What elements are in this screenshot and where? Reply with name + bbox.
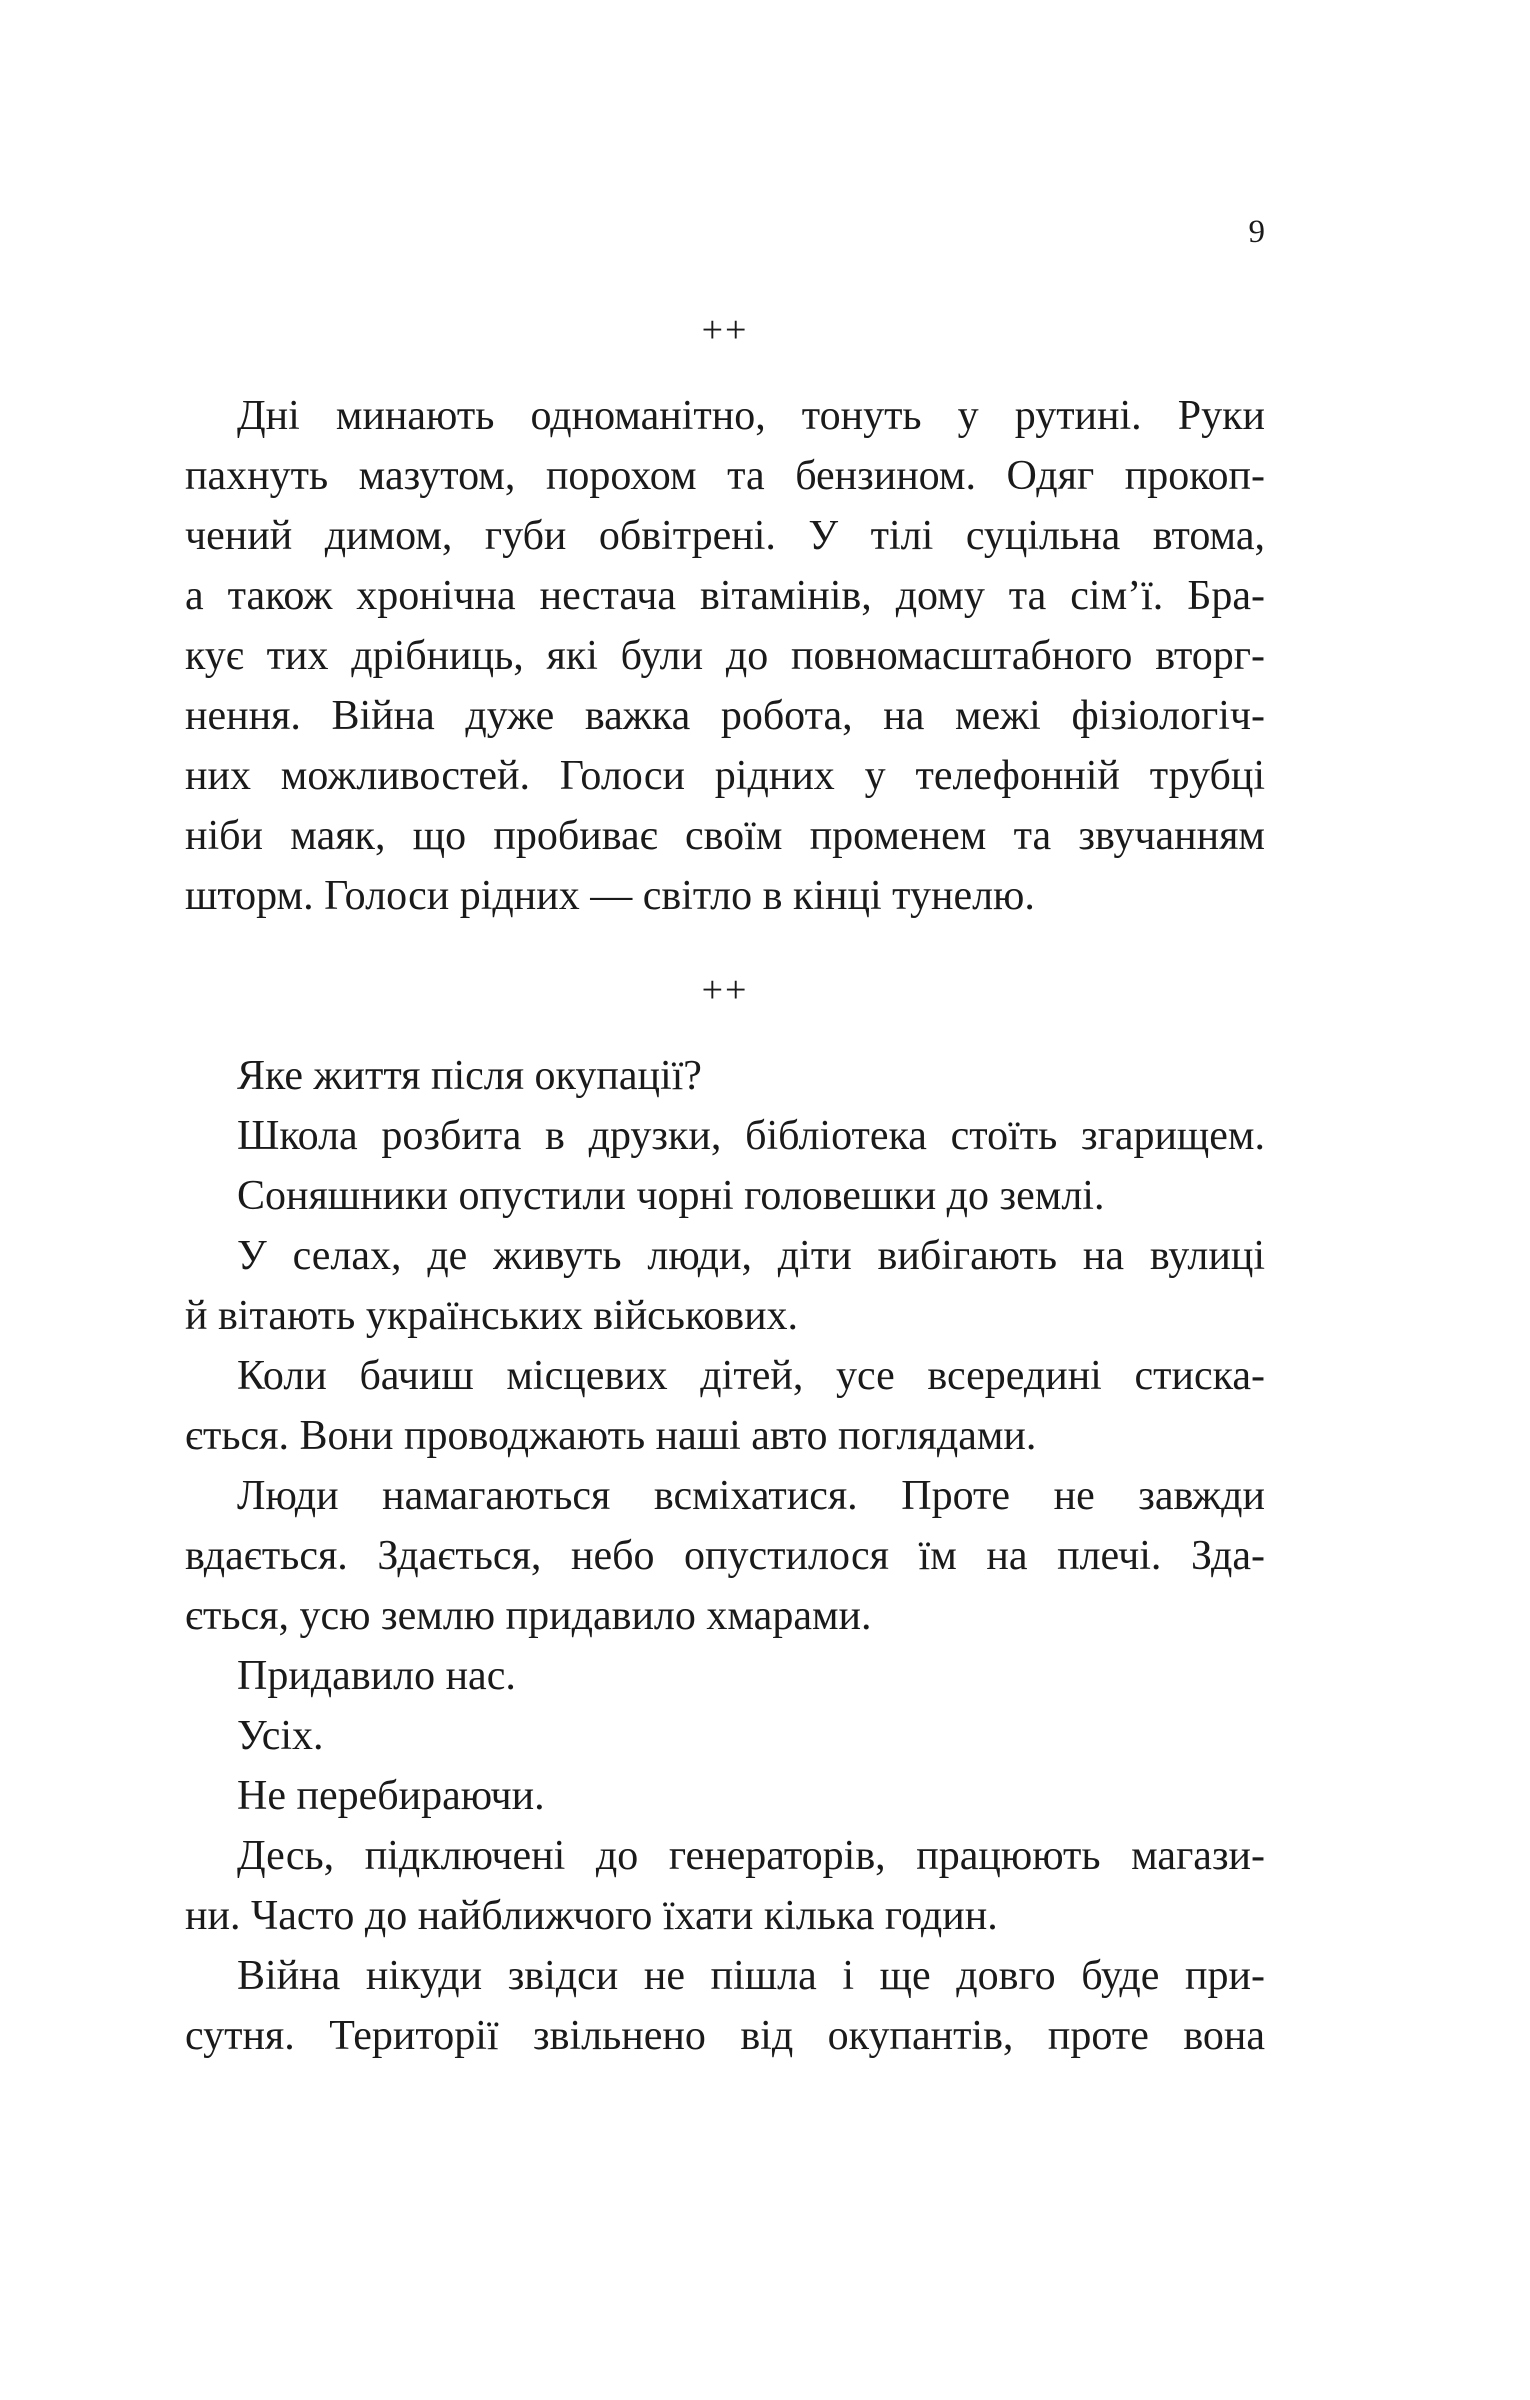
paragraph-line: й вітають українських військових. bbox=[185, 1293, 799, 1339]
paragraph-line: Придавило нас. bbox=[237, 1653, 516, 1699]
paragraph-line: Дні минають одноманітно, тонуть у рутині. Руки bbox=[237, 393, 1265, 439]
section-separator: ++ bbox=[701, 969, 749, 1011]
paragraph-line: ється, усю землю придавило хмарами. bbox=[185, 1593, 872, 1639]
paragraph-line: Десь, підключені до генераторів, працюють магази- bbox=[237, 1833, 1265, 1879]
paragraph-line: Коли бачиш місцевих дітей, усе всередині стиска- bbox=[237, 1353, 1265, 1399]
paragraph-line: Соняшники опустили чорні головешки до землі. bbox=[237, 1173, 1105, 1219]
paragraph-intro bbox=[185, 386, 1265, 926]
paragraph-line: вдається. Здається, небо опустилося їм на плечі. Зда- bbox=[185, 1533, 1265, 1579]
paragraph-line: Люди намагаються всміхатися. Проте не завжди bbox=[237, 1473, 1265, 1519]
paragraph-line: Війна нікуди звідси не пішла і ще довго буде при- bbox=[237, 1953, 1265, 1999]
section-after-occupation bbox=[185, 1046, 1265, 2066]
paragraph-line: сутня. Території звільнено від окупантів, проте вона bbox=[185, 2013, 1265, 2059]
paragraph-line: чений димом, губи обвітрені. У тілі суцільна втома, bbox=[185, 513, 1265, 559]
paragraph-line: У селах, де живуть люди, діти вибігають на вулиці bbox=[237, 1233, 1265, 1279]
paragraph-line: ється. Вони проводжають наші авто поглядами. bbox=[185, 1413, 1037, 1459]
paragraph-line: ни. Часто до найближчого їхати кілька годин. bbox=[185, 1893, 998, 1939]
page-number: 9 bbox=[1248, 214, 1265, 250]
paragraph-line: ніби маяк, що пробиває своїм променем та звучанням bbox=[185, 813, 1265, 859]
paragraph-line: а також хронічна нестача вітамінів, дому та сім’ї. Бра- bbox=[185, 573, 1265, 619]
paragraph-line: нення. Війна дуже важка робота, на межі фізіологіч- bbox=[185, 693, 1265, 739]
paragraph-line: кує тих дрібниць, які були до повномасштабного вторг- bbox=[185, 633, 1265, 679]
paragraph-line: них можливостей. Голоси рідних у телефонній трубці bbox=[185, 753, 1265, 799]
paragraph-line: Школа розбита в друзки, бібліотека стоїть згарищем. bbox=[237, 1113, 1265, 1159]
paragraph-line: пахнуть мазутом, порохом та бензином. Одяг прокоп- bbox=[185, 453, 1265, 499]
page-body bbox=[185, 300, 1265, 2066]
paragraph-line: Усіх. bbox=[237, 1713, 324, 1759]
section-separator: ++ bbox=[701, 309, 749, 351]
paragraph-line: шторм. Голоси рідних — світло в кінці тунелю. bbox=[185, 873, 1035, 919]
paragraph-line: Не перебираючи. bbox=[237, 1773, 545, 1819]
paragraph-line: Яке життя після окупації? bbox=[237, 1053, 702, 1099]
